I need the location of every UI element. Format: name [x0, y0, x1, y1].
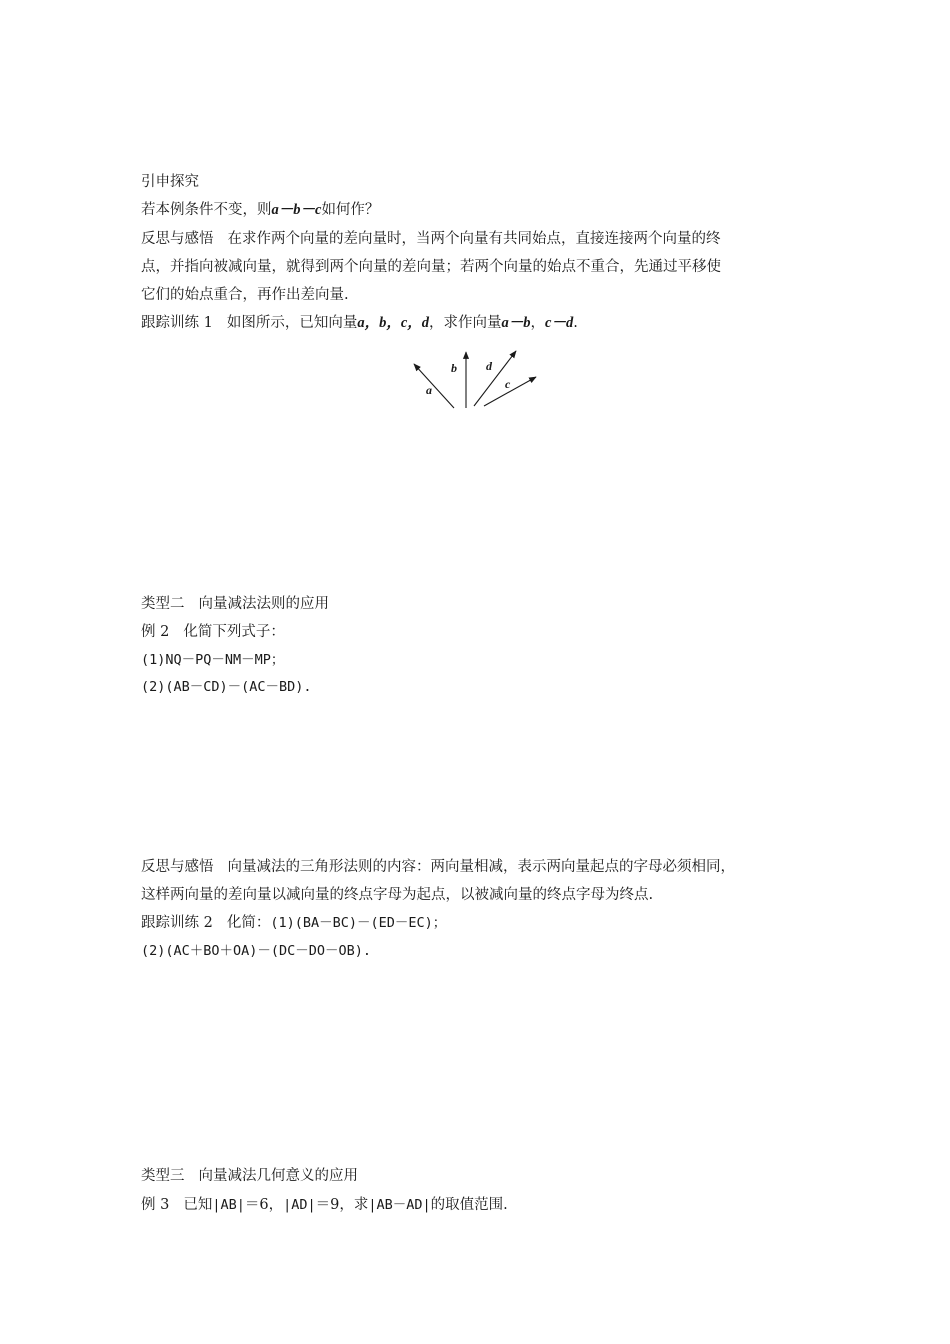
practice-label: 跟踪训练 1: [141, 315, 213, 331]
vector-figure: [408, 346, 548, 412]
expr-a-b-c: a－b－c: [271, 202, 322, 218]
section-title-type2: 类型二 向量减法法则的应用: [141, 596, 329, 612]
vector-b-label: b: [451, 361, 457, 375]
reflection1-line2: 点，并指向被减向量，就得到两个向量的差向量；若两个向量的始点不重合，先通过平移使: [141, 259, 721, 275]
reflection2-line2: 这样两向量的差向量以减向量的终点字母为起点，以被减向量的终点字母为终点.: [141, 887, 654, 903]
vector-a-arrow: [414, 364, 454, 408]
reflection2-line1: 反思与感悟 向量减法的三角形法则的内容：两向量相减，表示两向量起点的字母必须相同，: [141, 859, 735, 875]
section-title-extension: 引申探究: [141, 174, 199, 190]
reflection-label: 反思与感悟: [141, 231, 214, 247]
practice2-header: 跟踪训练 2 化简：(1)(BA－BC)－(ED－EC)；: [141, 915, 447, 931]
practice-label: 跟踪训练 2: [141, 915, 213, 931]
vector-a-label: a: [426, 383, 432, 397]
extension-question: 若本例条件不变，则a－b－c如何作？: [141, 202, 380, 218]
reflection1-line3: 它们的始点重合，再作出差向量.: [141, 287, 349, 303]
practice2-item2: (2)(AC＋BO＋OA)－(DC－DO－OB).: [141, 943, 372, 959]
vector-d-label: d: [486, 359, 492, 373]
practice1-text: 跟踪训练 1 如图所示，已知向量a，b，c，d，求作向量a－b，c－d.: [141, 315, 578, 331]
example-label: 例 3: [141, 1197, 170, 1213]
example-label: 例 2: [141, 624, 170, 640]
example3-text: 例 3 已知|AB|＝6，|AD|＝9，求|AB－AD|的取值范围.: [141, 1197, 508, 1213]
example2-item2: (2)(AB－CD)－(AC－BD).: [141, 679, 312, 695]
example2-item1: (1)NQ－PQ－NM－MP；: [141, 652, 285, 668]
vector-c-label: c: [505, 377, 511, 391]
example2-header: 例 2 化简下列式子：: [141, 624, 285, 640]
reflection-label: 反思与感悟: [141, 859, 214, 875]
section-title-type3: 类型三 向量减法几何意义的应用: [141, 1168, 358, 1184]
reflection1-line1: 反思与感悟 在求作两个向量的差向量时，当两个向量有共同始点，直接连接两个向量的终: [141, 231, 721, 247]
